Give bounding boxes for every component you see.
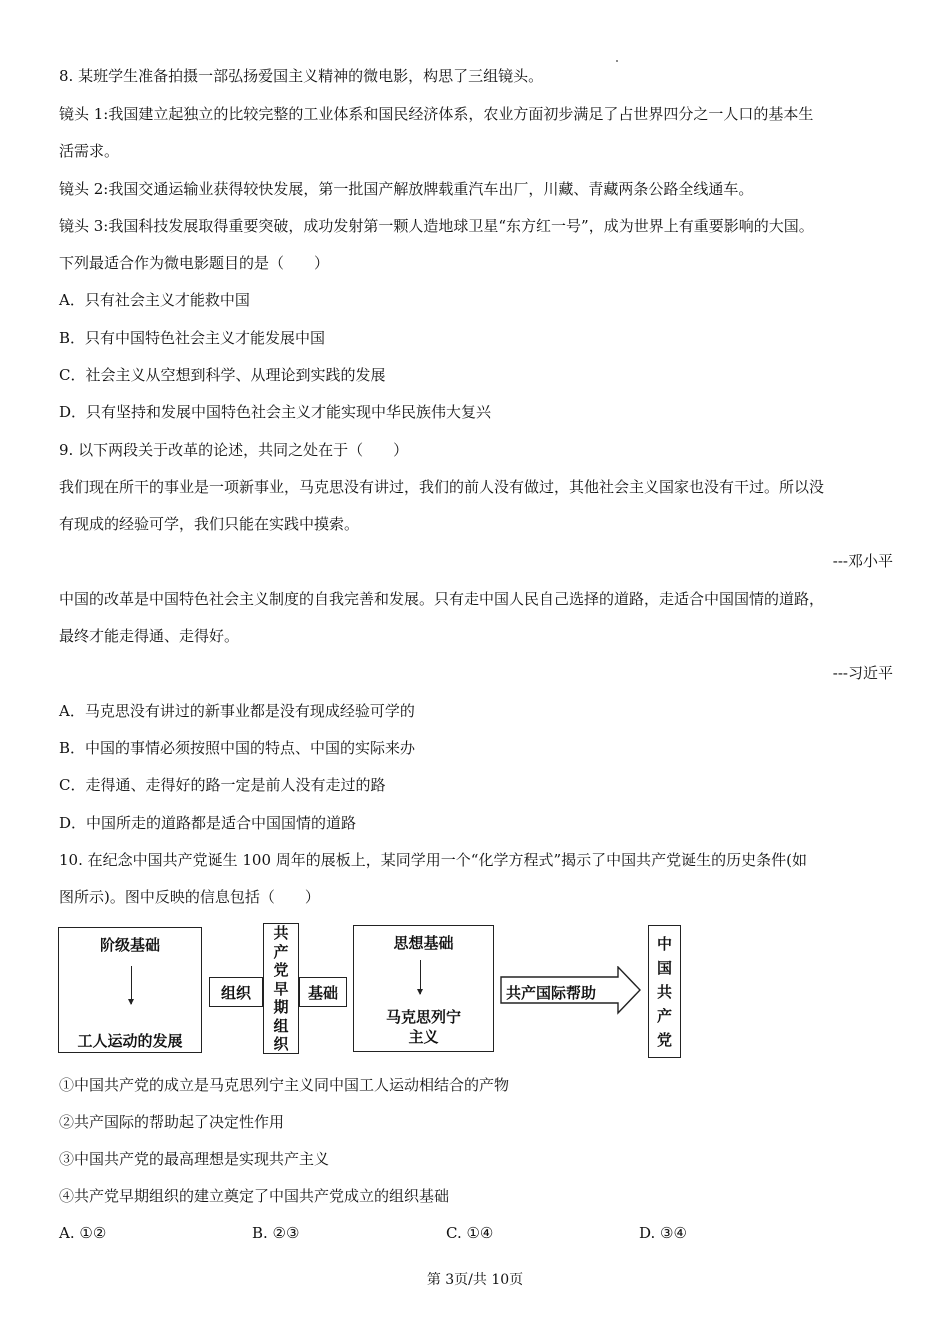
q10-option-c: C. ①④ (446, 1224, 494, 1242)
q9-attribution-2: ---习近平 (832, 664, 893, 682)
org-label: 组织 (220, 984, 251, 1002)
speck (616, 60, 618, 62)
ccp-char-1: 中 (656, 935, 672, 953)
q9-option-b: B．中国的事情必须按照中国的特点、中国的实际来办 (59, 739, 416, 757)
page-footer: 第 3页/共 10页 (426, 1272, 524, 1288)
ccp-char-2: 国 (656, 959, 672, 977)
q9-quote2: 中国的改革是中国特色社会主义制度的自我完善和发展。只有走中国人民自己选择的道路，走适合中国国情的道路， (59, 590, 825, 608)
q8-ask: 下列最适合作为微电影题目的是（ ） (59, 254, 330, 272)
q9-quote1-cont: 有现成的经验可学，我们只能在实践中摸索。 (59, 515, 360, 533)
ccp-char-5: 党 (656, 1031, 672, 1049)
thought-base-content-2: 主义 (408, 1028, 439, 1046)
class-base-title: 阶级基础 (99, 936, 160, 954)
q8-shot1: 镜头 1:我国建立起独立的比较完整的工业体系和国民经济体系，农业方面初步满足了占世界四分之一人口的基本生 (59, 105, 814, 123)
q10-statement-2: ②共产国际的帮助起了决定性作用 (59, 1113, 285, 1131)
early-org-char-6: 组 (273, 1016, 289, 1035)
early-org-char-3: 党 (273, 961, 289, 979)
q9-option-a: A．马克思没有讲过的新事业都是没有现成经验可学的 (59, 702, 415, 720)
org-label-box (209, 977, 263, 1007)
thought-base-content-1: 马克思列宁 (385, 1008, 461, 1026)
early-org-char-5: 期 (273, 998, 289, 1016)
q9-option-c: C．走得通、走得好的路一定是前人没有走过的路 (59, 776, 386, 794)
q10-stem-cont: 图所示)。图中反映的信息包括（ ） (59, 888, 320, 906)
q10-statement-3: ③中国共产党的最高理想是实现共产主义 (59, 1150, 330, 1168)
q8-option-b: B．只有中国特色社会主义才能发展中国 (59, 329, 326, 347)
q9-option-d: D．中国所走的道路都是适合中国国情的道路 (59, 814, 357, 832)
q8-option-a: A．只有社会主义才能救中国 (59, 291, 250, 309)
q9-stem: 9. 以下两段关于改革的论述，共同之处在于（ ） (59, 441, 409, 459)
q10-statement-4: ④共产党早期组织的建立奠定了中国共产党成立的组织基础 (59, 1187, 450, 1205)
q10-statement-1: ①中国共产党的成立是马克思列宁主义同中国工人运动相结合的产物 (59, 1076, 510, 1094)
base-label-box (299, 977, 347, 1007)
ccp-box (648, 925, 681, 1058)
early-org-box (263, 923, 299, 1054)
q10-option-a: A. ①② (59, 1224, 107, 1242)
thought-base-title: 思想基础 (393, 934, 454, 952)
early-org-char-7: 织 (273, 1035, 289, 1053)
q8-option-d: D．只有坚持和发展中国特色社会主义才能实现中华民族伟大复兴 (59, 403, 492, 421)
early-org-char-2: 产 (273, 942, 289, 961)
q10-option-d: D. ③④ (639, 1224, 687, 1242)
q10-option-b: B. ②③ (252, 1224, 300, 1242)
q8-shot3: 镜头 3:我国科技发展取得重要突破，成功发射第一颗人造地球卫星“东方红一号”，成为世界上有重要影响的大国。 (59, 217, 814, 235)
arrow-down-icon (131, 966, 132, 1004)
q10-stem: 10. 在纪念中国共产党诞生 100 周年的展板上，某同学用一个“化学方程式”揭示了中国共产党诞生的历史条件(如 (59, 851, 807, 869)
q8-shot1-cont: 活需求。 (59, 142, 120, 160)
thought-base-box (353, 925, 494, 1052)
class-base-content: 工人运动的发展 (77, 1032, 183, 1050)
q8-option-c: C．社会主义从空想到科学、从理论到实践的发展 (59, 366, 386, 384)
q9-quote1: 我们现在所干的事业是一项新事业，马克思没有讲过，我们的前人没有做过，其他社会主义国家也没有干过。所以没 (59, 478, 825, 496)
comintern-label: 共产国际帮助 (506, 984, 597, 1002)
early-org-char-1: 共 (273, 924, 289, 942)
q9-quote2-cont: 最终才能走得通、走得好。 (59, 627, 240, 645)
q8-stem: 8. 某班学生准备拍摄一部弘扬爱国主义精神的微电影，构思了三组镜头。 (59, 67, 544, 85)
q9-attribution-1: ---邓小平 (832, 552, 893, 570)
ccp-char-3: 共 (656, 983, 672, 1001)
class-base-box (58, 927, 202, 1053)
arrow-down-icon (420, 960, 421, 994)
base-label: 基础 (307, 984, 338, 1002)
ccp-char-4: 产 (656, 1007, 672, 1025)
q8-shot2: 镜头 2:我国交通运输业获得较快发展，第一批国产解放牌载重汽车出厂，川藏、青藏两条公路全线通车。 (59, 180, 754, 198)
early-org-char-4: 早 (273, 979, 289, 998)
